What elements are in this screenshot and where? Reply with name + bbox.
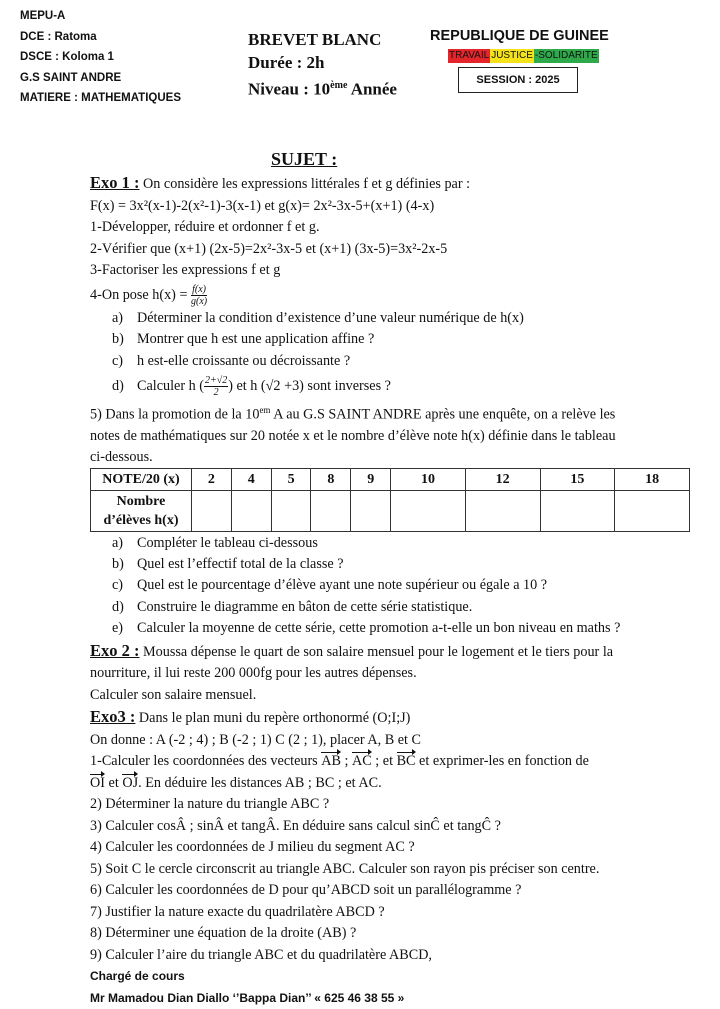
exam-info xyxy=(248,28,397,101)
table-row xyxy=(91,468,690,491)
exo1-fx: F(x) = 3x²(x-1)-2(x²-1)-3(x-1) et g(x)= 2x²-3x-5+(x+1) (4-x) xyxy=(90,197,435,214)
exam-title: BREVET BLANC xyxy=(248,30,382,49)
q5-sub-e xyxy=(90,618,690,640)
exo3-intro-text: Dans le plan muni du repère orthonormé (O;I;J) xyxy=(135,710,411,727)
q5-pre: 5) Dans la promotion de la 10 xyxy=(90,406,260,423)
exo2-l1-text: Moussa dépense le quart de son salaire mensuel pour le logement et le tiers pour la xyxy=(139,643,614,660)
q1-pre: 1-Calculer les coordonnées des vecteurs xyxy=(90,753,322,770)
exo1-q5-line3: ci-dessous. xyxy=(90,448,153,465)
sub-label: c) xyxy=(112,352,124,369)
exo3-q9: 9) Calculer l’aire du triangle ABC et du quadrilatère ABCD, xyxy=(90,946,432,963)
exo2-line3: Calculer son salaire mensuel. xyxy=(90,686,257,703)
sub-text: Compléter le tableau ci-dessous xyxy=(137,535,318,552)
empty-cell[interactable] xyxy=(231,491,271,532)
exo1-sub-b xyxy=(90,329,690,351)
sub-text: Quel est l’effectif total de la classe ? xyxy=(137,555,344,572)
q1-post: et exprimer-les en fonction de xyxy=(415,753,589,770)
q5-post: A au G.S SAINT ANDRE après une enquête, on a relève les xyxy=(270,406,616,423)
level-sup: ème xyxy=(330,80,348,91)
exo1-sub-d xyxy=(90,372,690,400)
h-denominator: g(x) xyxy=(191,295,208,307)
empty-cell[interactable] xyxy=(391,491,466,532)
vector-oi: OI xyxy=(90,773,105,795)
q5-sub-a xyxy=(90,533,690,554)
vector-ac: AC xyxy=(352,751,372,773)
empty-cell[interactable] xyxy=(192,491,232,532)
h-fraction xyxy=(191,284,207,307)
q1-l2-post: . En déduire les distances AB ; BC ; et AC. xyxy=(138,774,382,791)
session-box: SESSION : 2025 xyxy=(458,67,578,93)
empty-cell[interactable] xyxy=(540,491,615,532)
sub-label: e) xyxy=(112,620,124,637)
exo3-q2: 2) Déterminer la nature du triangle ABC ? xyxy=(90,796,330,813)
q5-sub-d xyxy=(90,597,690,619)
exo3-title: Exo3 : xyxy=(90,707,136,727)
count-head-l2: d’élèves h(x) xyxy=(103,513,179,529)
motto-solidarite: -SOLIDARITE xyxy=(534,50,598,61)
exo1-q5-line1 xyxy=(90,400,690,426)
q5-sub-c xyxy=(90,575,690,597)
sub-label: d) xyxy=(112,598,124,615)
exo1-q3: 3-Factoriser les expressions f et g xyxy=(90,262,281,278)
exo3-intro xyxy=(90,706,690,730)
d-pre: Calculer h ( xyxy=(137,378,204,394)
sub-label: c) xyxy=(112,577,124,594)
exo3-q4: 4) Calculer les coordonnées de J milieu du segment AC ? xyxy=(90,839,415,856)
d-post: ) et h (√2 +3) sont inverses ? xyxy=(228,378,391,394)
exo3-q7: 7) Justifier la nature exacte du quadrilatère ABCD ? xyxy=(90,903,385,920)
table-cell: 4 xyxy=(231,468,271,491)
dsce-line: DSCE : Koloma 1 xyxy=(20,51,114,63)
exam-level xyxy=(248,74,397,101)
q5-sub-b xyxy=(90,554,690,576)
table-cell: 5 xyxy=(271,468,311,491)
d-fraction xyxy=(204,375,228,398)
table-head-notes: NOTE/20 (x) xyxy=(91,468,192,491)
exo2-title: Exo 2 : xyxy=(90,640,140,660)
count-head-l1: Nombre xyxy=(116,494,166,510)
exo1-q5-line2: notes de mathématiques sur 20 notée x et le nombre d’élève note h(x) définie dans le tableau xyxy=(90,428,616,445)
subject-line: MATIERE : MATHEMATIQUES xyxy=(20,92,181,104)
sub-text: h est-elle croissante ou décroissante ? xyxy=(137,352,351,369)
exo3-q1-line2 xyxy=(90,773,690,795)
sep: ; et xyxy=(371,753,397,770)
footer-teacher: Mr Mamadou Dian Diallo ‘’Bappa Dian’’ « 625 46 38 55 » xyxy=(90,990,405,1005)
vector-bc: BC xyxy=(397,751,416,773)
table-cell: 18 xyxy=(615,468,690,491)
table-cell: 10 xyxy=(391,468,466,491)
header-left-block xyxy=(20,6,181,109)
table-cell: 8 xyxy=(311,468,351,491)
ministry-line: MEPU-A xyxy=(20,10,66,22)
et: et xyxy=(104,774,123,791)
vector-oj: OJ xyxy=(122,773,138,795)
exo1-q4 xyxy=(90,282,690,308)
exo2-line1 xyxy=(90,640,690,664)
sub-label: b) xyxy=(112,555,124,572)
exo2-line2: nourriture, il lui reste 200 000fg pour les autres dépenses. xyxy=(90,665,417,682)
sujet-title: SUJET : xyxy=(271,149,338,169)
national-motto xyxy=(448,49,609,63)
exam-duration: Durée : 2h xyxy=(248,53,325,72)
exo3-q1-line1 xyxy=(90,751,690,773)
exo3-given: On donne : A (-2 ; 4) ; B (-2 ; 1) C (2 ; 1), placer A, B et C xyxy=(90,731,421,748)
table-cell: 9 xyxy=(351,468,391,491)
exo1-sub-c xyxy=(90,351,690,373)
d-numerator: 2+√2 xyxy=(204,375,228,387)
exo1-q2: 2-Vérifier que (x+1) (2x-5)=2x²-3x-5 et (x+1) (3x-5)=3x²-2x-5 xyxy=(90,240,448,257)
exam-body xyxy=(90,172,690,1009)
vector-ab: AB xyxy=(321,751,341,773)
exo1-intro xyxy=(90,172,690,196)
school-line: G.S SAINT ANDRE xyxy=(20,71,122,84)
motto-travail: TRAVAIL xyxy=(449,50,490,61)
table-head-count xyxy=(91,491,192,532)
exo3-q3: 3) Calculer cosÂ ; sinÂ et tangÂ. En déduire sans calcul sinĈ et tangĈ ? xyxy=(90,817,501,834)
exo3-q8: 8) Déterminer une équation de la droite (AB) ? xyxy=(90,925,357,942)
sub-text: Construire le diagramme en bâton de cette série statistique. xyxy=(137,598,473,615)
sub-text: Quel est le pourcentage d’élève ayant une note supérieur ou égale a 10 ? xyxy=(137,577,548,594)
empty-cell[interactable] xyxy=(311,491,351,532)
q4-prefix: 4-On pose h(x) = xyxy=(90,286,191,303)
republic-block xyxy=(430,28,609,93)
table-row xyxy=(91,491,690,532)
sub-label: a) xyxy=(112,535,124,552)
level-prefix: Niveau : 10 xyxy=(248,79,331,99)
sub-text: Calculer la moyenne de cette série, cette promotion a-t-elle un bon niveau en maths ? xyxy=(137,620,621,637)
h-numerator: f(x) xyxy=(192,283,206,295)
empty-cell[interactable] xyxy=(465,491,540,532)
sub-text: Déterminer la condition d’existence d’une valeur numérique de h(x) xyxy=(137,309,524,326)
exo3-q5: 5) Soit C le cercle circonscrit au triangle ABC. Calculer son rayon pis préciser son centre. xyxy=(90,860,600,877)
q5-sup: em xyxy=(259,405,271,415)
sub-text: Montrer que h est une application affine ? xyxy=(137,331,375,347)
sep: ; xyxy=(340,753,353,770)
empty-cell[interactable] xyxy=(351,491,391,532)
exo1-title: Exo 1 : xyxy=(90,173,140,192)
exo1-q1: 1-Développer, réduire et ordonner f et g. xyxy=(90,219,320,235)
exo3-q6: 6) Calculer les coordonnées de D pour qu’ABCD soit un parallélogramme ? xyxy=(90,882,522,899)
table-cell: 2 xyxy=(192,468,232,491)
footer-role: Chargé de cours xyxy=(90,969,185,984)
dce-line: DCE : Ratoma xyxy=(20,30,97,43)
d-denominator: 2 xyxy=(213,387,219,399)
level-suffix: Année xyxy=(347,79,397,99)
notes-table xyxy=(90,468,690,533)
sub-label: d) xyxy=(112,378,124,394)
sub-label: b) xyxy=(112,331,124,347)
republic-title: REPUBLIQUE DE GUINEE xyxy=(430,28,609,44)
table-cell: 15 xyxy=(540,468,615,491)
table-cell: 12 xyxy=(465,468,540,491)
empty-cell[interactable] xyxy=(271,491,311,532)
exo1-intro-text: On considère les expressions littérales f et g définies par : xyxy=(139,176,471,192)
sub-label: a) xyxy=(112,309,124,326)
exo1-sub-a xyxy=(90,308,690,330)
empty-cell[interactable] xyxy=(615,491,690,532)
motto-justice: JUSTICE xyxy=(491,50,533,61)
